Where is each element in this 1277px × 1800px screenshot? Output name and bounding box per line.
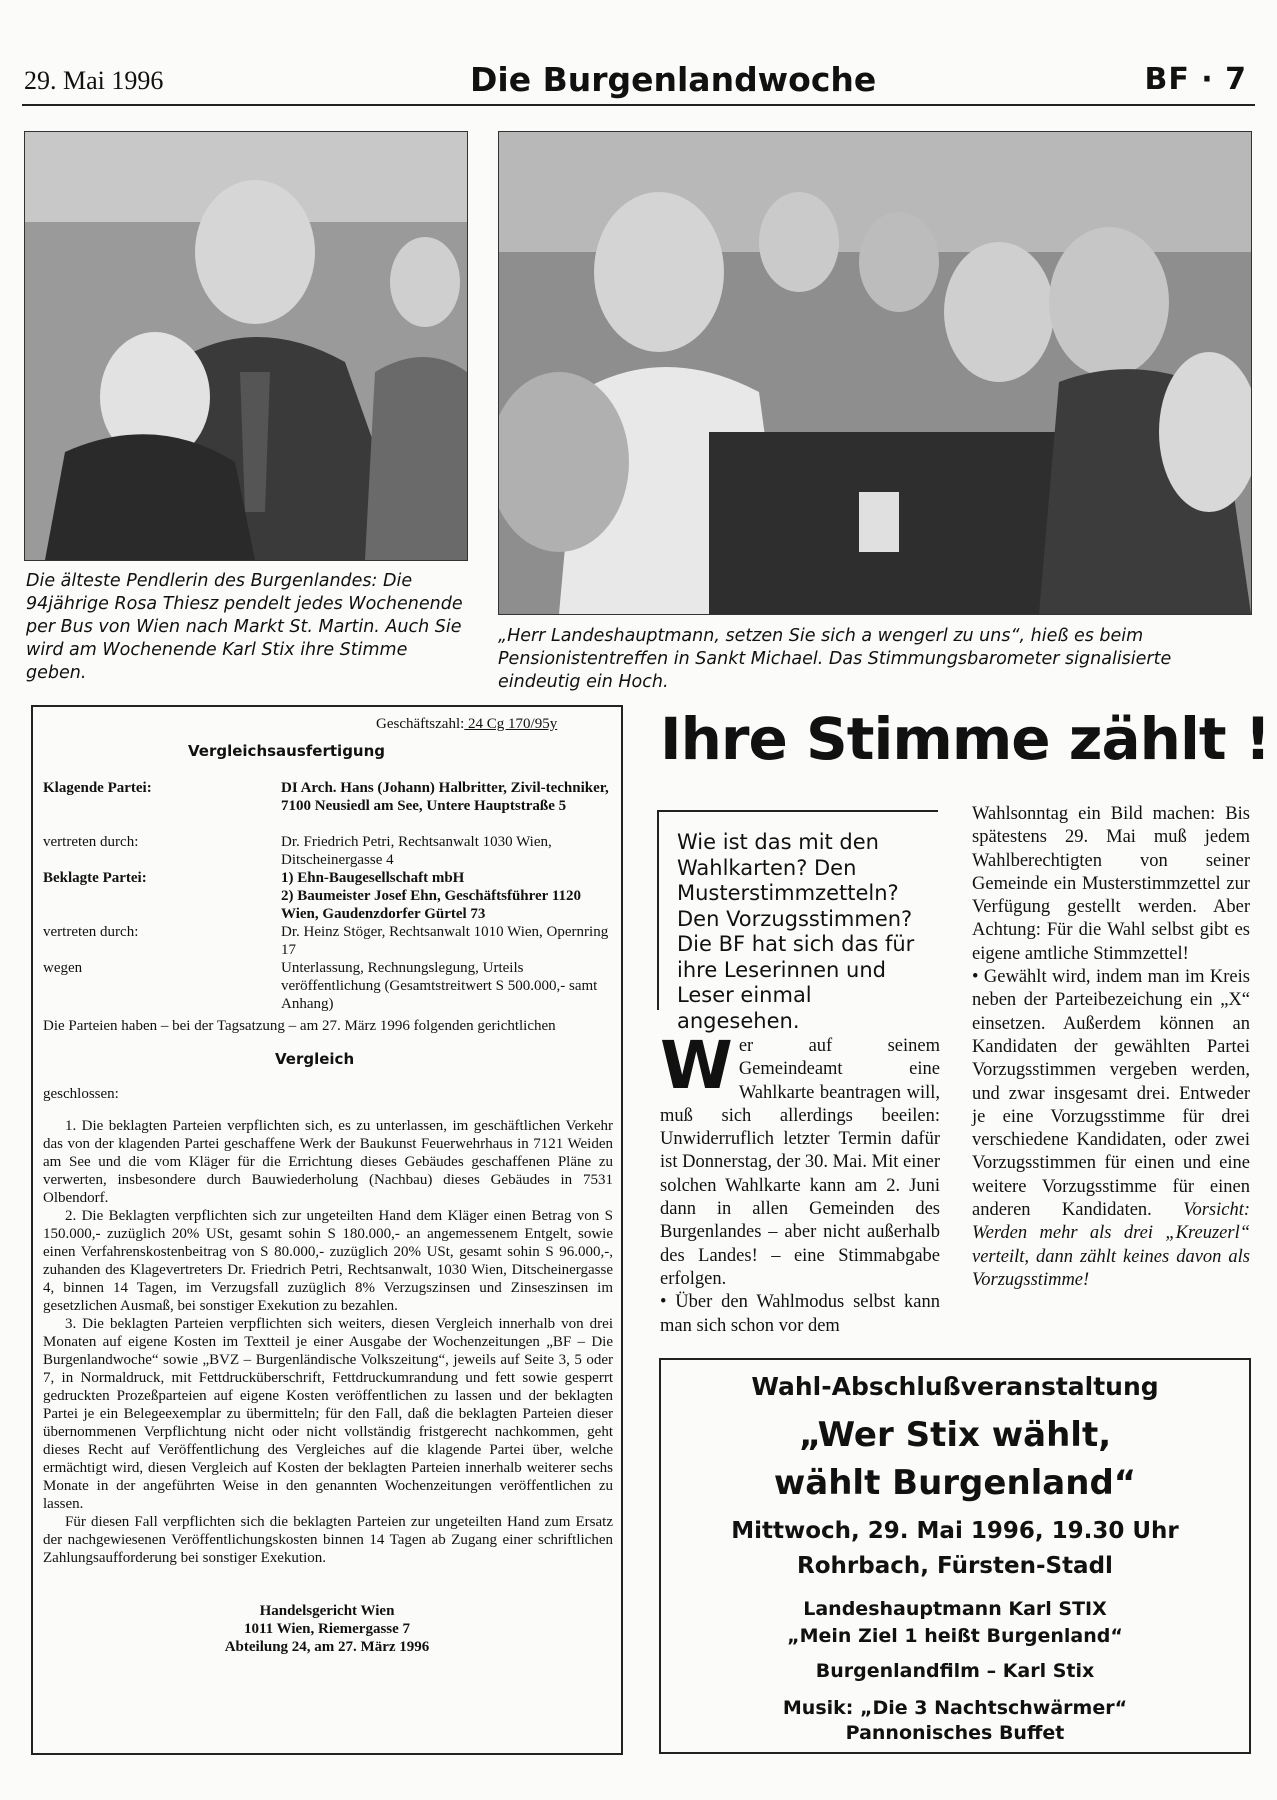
article-column-1: [660, 1027, 941, 1338]
photo-pensionistentreffen: [498, 131, 1252, 615]
court-department: Abteilung 24, am 27. März 1996: [224, 1639, 430, 1655]
event-box: [659, 1358, 1251, 1754]
legal-para-4: Für diesen Fall verpflichten sich die beklagten Parteien zur ungeteilten Hand zum Ersatz der nachgewiesenen Veröffentlichungskosten binnen 14 Tagen ab Zugang einer schriftlichen Zahlungsaufforderung bei sonstiger Exekution.: [43, 1514, 613, 1566]
legal-title: Vergleichsausfertigung: [188, 742, 386, 760]
event-film: Burgenlandfilm – Karl Stix: [815, 1660, 1095, 1682]
legal-para-1: 1. Die beklagten Parteien verpflichten sich, es zu unterlassen, im geschäftlichen Verkehr das von der klagenden Partei geschaffene Werk der Baukunst Feuerwehrhaus in 7121 Weiden am See und die vom Kläger für die Errichtung dieses Gebäudes geschaffenen Pläne zu verwerten, insbesondere durch Bauwiederholung (Nachbau) dieses Gebäudes in 7531 Olbendorf.: [43, 1118, 613, 1206]
event-speaker: Landeshauptmann Karl STIX: [803, 1598, 1107, 1620]
vertreten1-label: vertreten durch:: [43, 834, 139, 850]
caption-right: „Herr Landeshauptmann, setzen Sie sich a wengerl zu uns“, hieß es beim Pensionistentreffen in Sankt Michael. Das Stimmungsbarometer signalisierte eindeutig ein Hoch.: [498, 626, 1172, 692]
article-teaser: Wie ist das mit den Wahlkarten? Den Musterstimmzetteln? Den Vorzugsstimmen? Die BF hat sich das für ihre Leserinnen und Leser einmal angesehen.: [677, 830, 915, 1033]
beklagte-label: Beklagte Partei:: [43, 870, 147, 886]
legal-paragraphs: [43, 1117, 613, 1567]
drop-cap: W: [660, 1027, 733, 1104]
teaser-top-rule: [658, 810, 938, 812]
teaser-side-rule: [657, 810, 659, 1010]
photo-pendlerin: [24, 131, 468, 561]
klagende-text: DI Arch. Hans (Johann) Halbritter, Zivil-techniker, 7100 Neusiedl am See, Untere Hauptstraße 5: [281, 780, 609, 814]
event-buffet: Pannonisches Buffet: [845, 1722, 1065, 1744]
masthead: Die Burgenlandwoche: [470, 60, 877, 99]
vertreten1-text: Dr. Friedrich Petri, Rechtsanwalt 1030 Wien, Ditscheinergasse 4: [281, 834, 552, 868]
event-slogan-line-1: „Wer Stix wählt,: [798, 1415, 1112, 1455]
col2-para-1: Wahlsonntag ein Bild machen: Bis spätestens 29. Mai muß jedem Wahlberechtigten von seiner Gemeinde ein Musterstimmzettel zur Verfügung gestellt werden. Aber Achtung: Für die Wahl selbst gibt es eigene amtliche Stimmzettel!: [972, 804, 1250, 964]
event-title: Wahl-Abschlußveranstaltung: [751, 1372, 1159, 1401]
issue-date: 29. Mai 1996: [24, 66, 164, 95]
event-music: Musik: „Die 3 Nachtschwärmer“: [782, 1697, 1128, 1719]
legal-para-2: 2. Die Beklagten verpflichten sich zur ungeteilten Hand dem Kläger einen Betrag von S 150.000,- zuzüglich 20% USt, gesamt sohin S 180.000,- an angemessenem Entgelt, sowie einen Verfahrenskostenbeitrag von S 80.000,- zuzüglich 20% USt, gesamt sohin S 96.000,-, zuhanden des Klagevertreters Dr. Friedrich Petri, Rechtsanwalt, 1030 Wien, Ditscheinergasse 4, binnen 14 Tagen, im Verzugsfall zuzüglich 8% Verzugszinsen und Zinseszinsen im gesetzlichen Ausmaß, bei sonstiger Exekution zu bezahlen.: [43, 1208, 613, 1314]
col1-text: er auf seinem Gemeindeamt eine Wahlkarte beantragen will, muß sich allerdings beeilen: Unwiderruflich letzter Termin dafür ist Donnerstag, der 30. Mai. Mit einer solchen Wahlkarte kann am 2. Juni dann in allen Gemeinden des Burgenlandes – aber nicht außerhalb des Landes! – eine Stimmabgabe erfolgen.: [660, 1036, 941, 1289]
event-place: Rohrbach, Fürsten-Stadl: [797, 1553, 1113, 1579]
event-goal: „Mein Ziel 1 heißt Burgenland“: [787, 1625, 1123, 1647]
col2-para-2: • Gewählt wird, indem man im Kreis neben der Parteibezeichung ein „X“ einsetzen. Außerdem können an Kandidaten der gewählten Partei Vorzugsstimmen vergeben werden, und zwar insgesamt drei. Entweder je eine Vorzugsstimme für drei verschiedene Kandidaten, oder zwei Vorzugsstimmen für einen und eine weitere Vorzugsstimme für einen anderen Kandidaten. Vorsicht: Werden mehr als drei „Kreuzerl“ verteilt, dann zählt keines davon als Vorzugsstimme!: [972, 967, 1250, 1290]
wegen-label: wegen: [43, 960, 83, 976]
event-date: Mittwoch, 29. Mai 1996, 19.30 Uhr: [731, 1518, 1179, 1544]
vertreten2-label: vertreten durch:: [43, 924, 139, 940]
col2-warning: Vorsicht: Werden mehr als drei „Kreuzerl“ verteilt, dann zählt keines davon als Vorzugsstimme!: [972, 1200, 1250, 1290]
vertreten2-text: Dr. Heinz Stöger, Rechtsanwalt 1010 Wien, Opernring 17: [281, 924, 609, 958]
geschlossen-label: geschlossen:: [43, 1086, 119, 1102]
beklagte-text2: 2) Baumeister Josef Ehn, Geschäftsführer 1120 Wien, Gaudenzdorfer Gürtel 73: [281, 888, 581, 922]
klagende-label: Klagende Partei:: [43, 780, 152, 796]
case-number: Geschäftszahl: 24 Cg 170/95y: [376, 716, 558, 732]
court-name: Handelsgericht Wien: [259, 1603, 395, 1619]
caption-left: Die älteste Pendlerin des Burgenlandes: Die 94jährige Rosa Thiesz pendelt jedes Wochenende per Bus von Wien nach Markt St. Martin. Auch Sie wird am Wochenende Karl Stix ihre Stimme geben.: [26, 571, 463, 683]
court-signature: [33, 1602, 621, 1656]
court-address: 1011 Wien, Riemergasse 7: [243, 1621, 411, 1637]
col1-bullet: • Über den Wahlmodus selbst kann man sich schon vor dem: [660, 1292, 940, 1336]
legal-notice-box: [31, 705, 623, 1755]
legal-intro: Die Parteien haben – bei der Tagsatzung – am 27. März 1996 folgenden gerichtlichen: [43, 1018, 556, 1034]
legal-para-3: 3. Die beklagten Parteien verpflichten sich weiters, diesen Vergleich innerhalb von drei Monaten auf eigene Kosten im Textteil je einer Ausgabe der Wochenzeitungen „BF – Die Burgenlandwoche“ sowie „BVZ – Burgenländische Volkszeitung“, jeweils auf Seite 3, 5 oder 7, in Normaldruck, mit Fettdrucküberschrift, Fettdruckumrandung und fett sowie gesperrt gedruckten Prozeßparteien auf eigene Kosten veröffentlichen zu lassen und der beklagten Partei je ein Belegeexemplar zu übermitteln; für den Fall, daß die beklagten Parteien dieser übernommenen Verpflichtung nicht oder nicht vollständig fristgerecht nachkommen, geht dieses Recht auf Veröffentlichung des Vergleiches auf die klagende Partei über, welche ermächtigt wird, diesen Vergleich auf Kosten der beklagten Parteien innerhalb weiterer sechs Monate in der angeführten Weise in den genannten Wochenzeitungen veröffentlichen zu lassen.: [43, 1316, 613, 1512]
header-rule: [22, 104, 1255, 106]
page-number: BF · 7: [1144, 62, 1247, 97]
beklagte-text1: 1) Ehn-Baugesellschaft mbH: [281, 870, 465, 886]
event-slogan-line-2: wählt Burgenland“: [773, 1463, 1137, 1503]
article-headline: Ihre Stimme zählt !: [660, 705, 1271, 773]
article-column-2: [972, 803, 1250, 1292]
vergleich-heading: Vergleich: [275, 1050, 355, 1068]
wegen-text: Unterlassung, Rechnungslegung, Urteils veröffentlichung (Gesamtstreitwert S 500.000,- samt Anhang): [281, 960, 598, 1012]
